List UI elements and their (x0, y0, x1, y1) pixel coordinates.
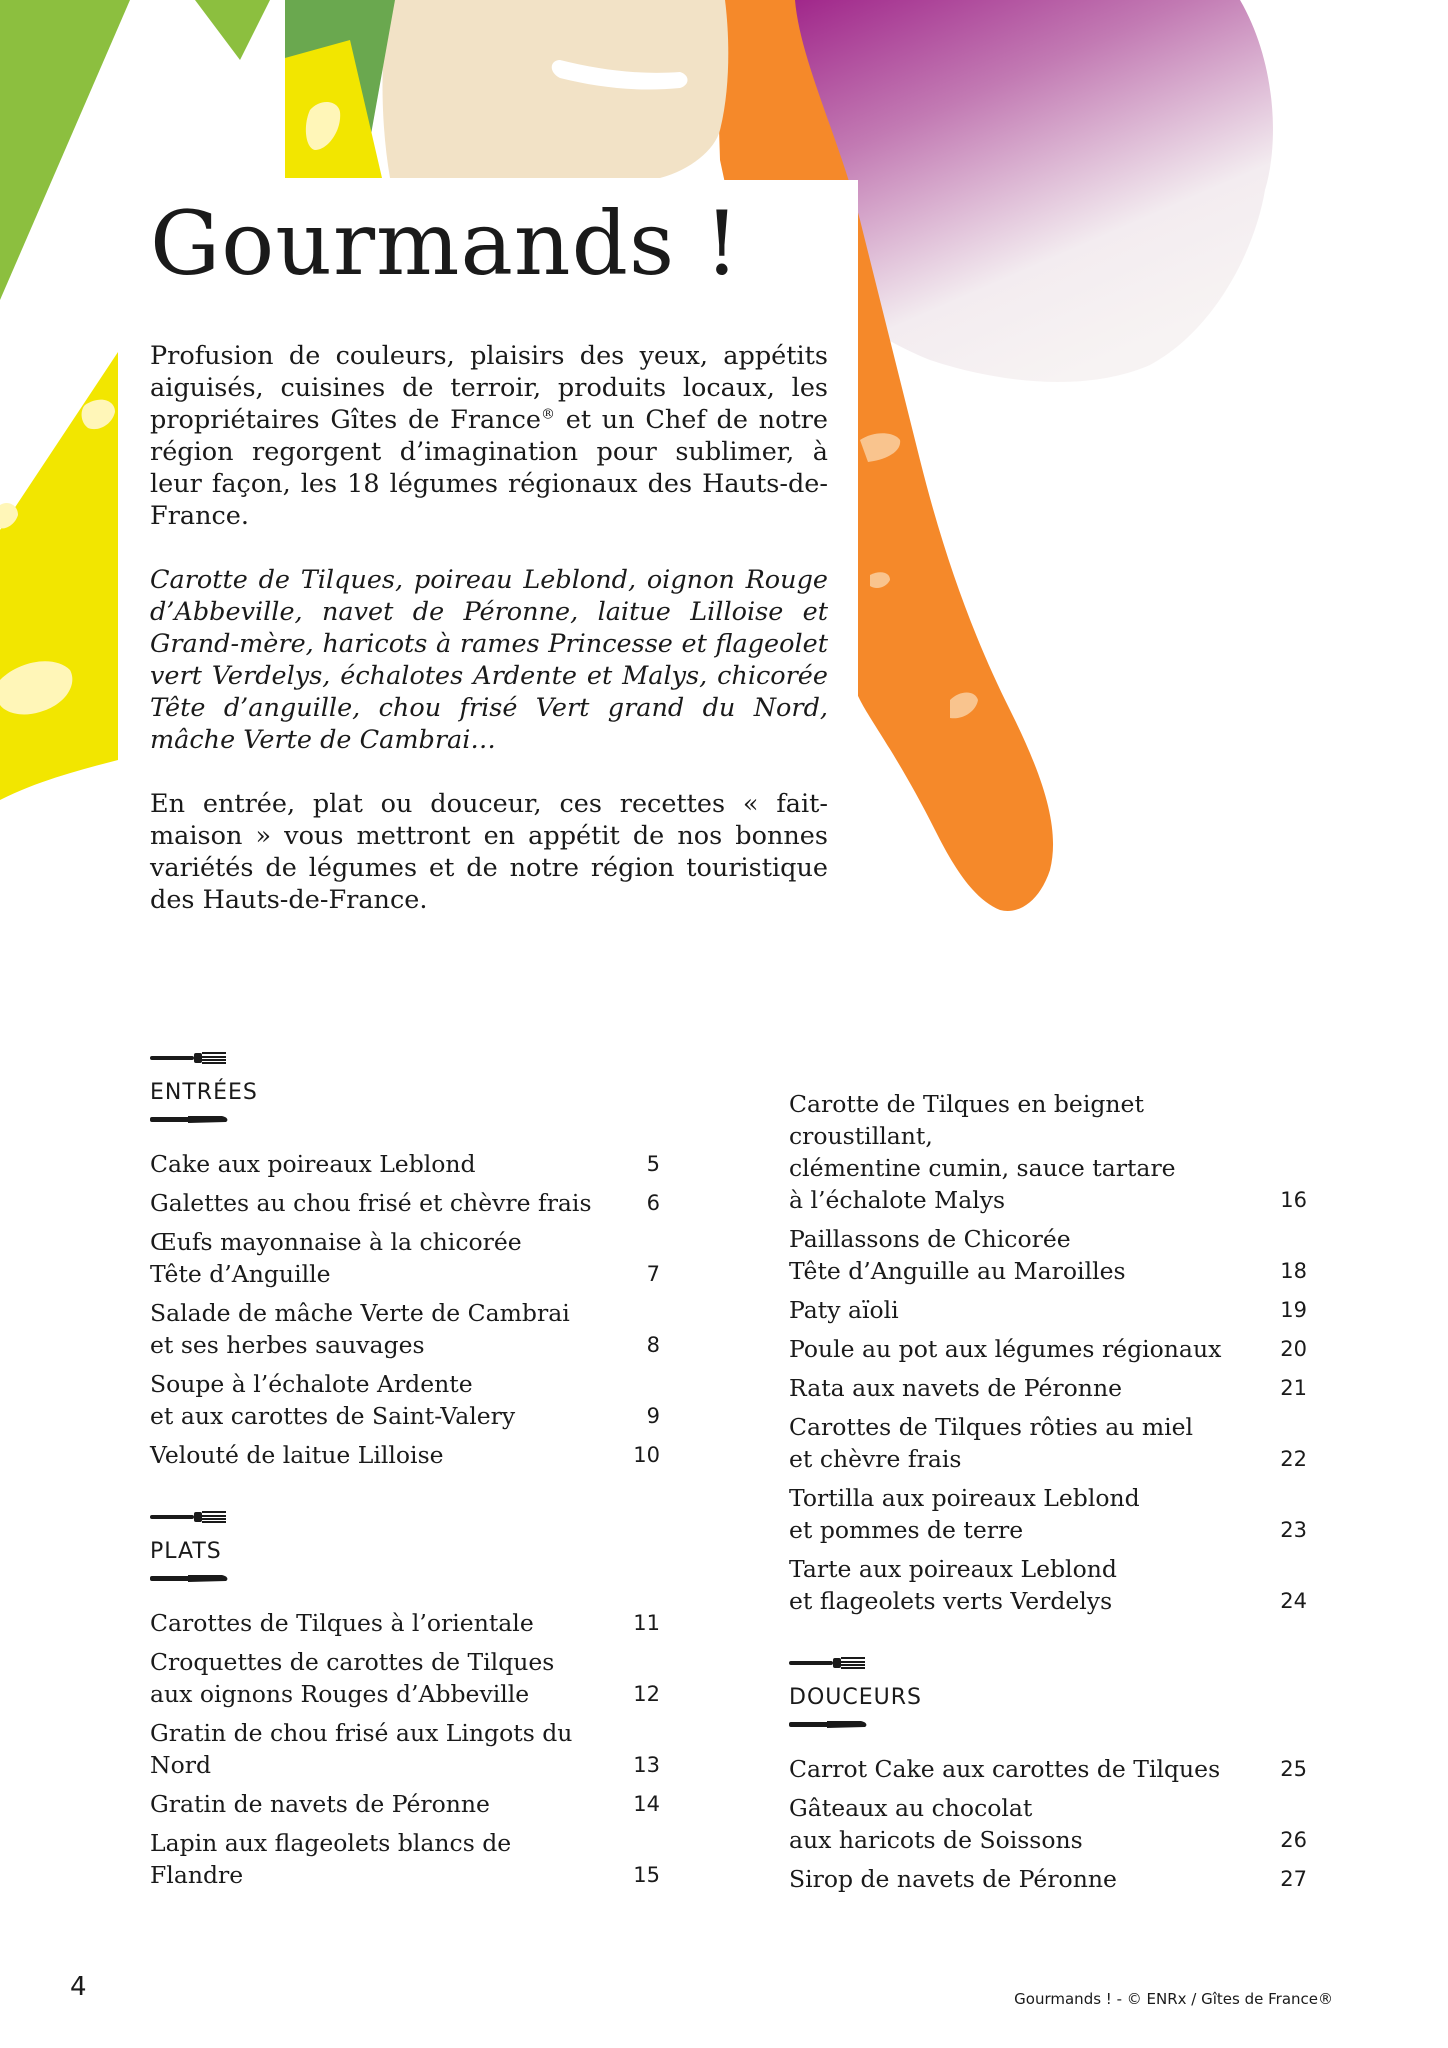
page-title: Gourmands ! (150, 192, 741, 295)
toc-entry[interactable] (150, 1827, 660, 1891)
toc-entry-title: Œufs mayonnaise à la chicorée Tête d’Anguille (150, 1228, 522, 1288)
section-entrees (150, 1050, 670, 1471)
toc-entry-title: Salade de mâche Verte de Cambrai et ses herbes sauvages (150, 1299, 570, 1359)
page-number: 4 (70, 1972, 87, 2002)
toc-entry[interactable] (150, 1607, 660, 1639)
intro-paragraph-2: Carotte de Tilques, poireau Leblond, oignon Rouge d’Abbeville, navet de Péronne, laitue Lilloise et Grand-mère, haricots à rames Princesse et flageolet vert Verdelys, échalotes Ardente et Malys, chicorée Tête d’anguille, chou frisé Vert grand du Nord, mâche Verte de Cambrai… (150, 565, 828, 755)
footer-credit: Gourmands ! - © ENRx / Gîtes de France® (1014, 1990, 1333, 2008)
toc-entry-page: 19 (1280, 1298, 1307, 1322)
toc-left-column (150, 1050, 670, 1929)
toc-entry-page: 20 (1280, 1337, 1307, 1361)
toc-entry-page: 12 (633, 1682, 660, 1706)
toc-entry-page: 22 (1280, 1447, 1307, 1471)
toc-entry-page: 10 (633, 1443, 660, 1467)
toc-entry[interactable] (789, 1088, 1307, 1216)
toc-entry[interactable] (150, 1717, 660, 1781)
toc-entry-page: 23 (1280, 1518, 1307, 1542)
toc-entry-title: Rata aux navets de Péronne (789, 1374, 1122, 1402)
toc-entry-page: 15 (633, 1863, 660, 1887)
toc-entry[interactable] (789, 1411, 1307, 1475)
toc-entry[interactable] (789, 1294, 1307, 1326)
toc-entry[interactable] (789, 1482, 1307, 1546)
toc-entry-title: Tortilla aux poireaux Leblond et pommes de terre (789, 1484, 1140, 1544)
toc-entry[interactable] (150, 1368, 660, 1432)
toc-entry-title: Croquettes de carottes de Tilques aux oignons Rouges d’Abbeville (150, 1648, 555, 1708)
toc-entry-page: 14 (633, 1792, 660, 1816)
toc-entry-page: 27 (1280, 1867, 1307, 1891)
fork-icon (150, 1050, 230, 1066)
toc-entry-page: 16 (1280, 1188, 1307, 1212)
knife-icon (150, 1114, 230, 1126)
toc-entry-page: 5 (646, 1152, 660, 1176)
toc-entry-page: 21 (1280, 1376, 1307, 1400)
toc-entry-title: Carottes de Tilques à l’orientale (150, 1609, 534, 1637)
toc-right-column (789, 1080, 1309, 1933)
toc-entry[interactable] (789, 1553, 1307, 1617)
toc-entry-title: Gâteaux au chocolat aux haricots de Soissons (789, 1794, 1083, 1854)
toc-entry[interactable] (150, 1646, 660, 1710)
toc-entry-title: Tarte aux poireaux Leblond et flageolets verts Verdelys (789, 1555, 1117, 1615)
toc-entry-page: 11 (633, 1611, 660, 1635)
section-heading: ENTRÉES (150, 1080, 258, 1105)
toc-entry[interactable] (150, 1297, 660, 1361)
toc-entry-page: 24 (1280, 1589, 1307, 1613)
intro-text (150, 340, 828, 948)
section-heading: DOUCEURS (789, 1685, 922, 1710)
toc-entry[interactable] (789, 1372, 1307, 1404)
toc-entry[interactable] (150, 1148, 660, 1180)
toc-entry-title: Carottes de Tilques rôties au miel et chèvre frais (789, 1413, 1194, 1473)
intro-paragraph-3: En entrée, plat ou douceur, ces recettes « fait-maison » vous mettront en appétit de nos bonnes variétés de légumes et de notre région touristique des Hauts-de-France. (150, 789, 828, 915)
toc-entry-title: Galettes au chou frisé et chèvre frais (150, 1189, 592, 1217)
toc-entry[interactable] (789, 1333, 1307, 1365)
knife-icon (150, 1573, 230, 1585)
section-heading: PLATS (150, 1539, 222, 1564)
green-shape (0, 0, 130, 300)
fork-icon (150, 1509, 230, 1525)
toc-entry-page: 13 (633, 1753, 660, 1777)
toc-entry-title: Carotte de Tilques en beignet croustillant, clémentine cumin, sauce tartare à l’échalote Malys (789, 1090, 1176, 1214)
knife-icon (789, 1719, 869, 1731)
toc-entry[interactable] (789, 1792, 1307, 1856)
toc-entry-page: 7 (646, 1262, 660, 1286)
fork-icon (789, 1655, 869, 1671)
section-plats (150, 1509, 670, 1891)
toc-entry[interactable] (150, 1788, 660, 1820)
toc-entry-title: Paty aïoli (789, 1296, 899, 1324)
toc-entry[interactable] (150, 1226, 660, 1290)
toc-entry-page: 9 (646, 1404, 660, 1428)
toc-entry-title: Sirop de navets de Péronne (789, 1865, 1117, 1893)
toc-entry-title: Lapin aux flageolets blancs de Flandre (150, 1829, 512, 1889)
bread-shape (383, 0, 729, 178)
toc-entry[interactable] (789, 1223, 1307, 1287)
toc-entry[interactable] (150, 1187, 660, 1219)
toc-entry-title: Cake aux poireaux Leblond (150, 1150, 476, 1178)
toc-entry-title: Soupe à l’échalote Ardente et aux carottes de Saint-Valery (150, 1370, 516, 1430)
toc-entry[interactable] (789, 1863, 1307, 1895)
toc-entry-title: Gratin de navets de Péronne (150, 1790, 490, 1818)
toc-entry-title: Poule au pot aux légumes régionaux (789, 1335, 1222, 1363)
toc-entry-title: Paillassons de Chicorée Tête d’Anguille au Maroilles (789, 1225, 1126, 1285)
section-plats-continued (789, 1088, 1309, 1617)
toc-entry-page: 26 (1280, 1828, 1307, 1852)
toc-entry-title: Gratin de chou frisé aux Lingots du Nord (150, 1719, 573, 1779)
intro-paragraph-1: Profusion de couleurs, plaisirs des yeux, appétits aiguisés, cuisines de terroir, produits locaux, les propriétaires Gîtes de France® et un Chef de notre région regorgent d’imagination pour sublimer, à leur façon, les 18 légumes régionaux des Hauts-de-France. (150, 341, 828, 531)
toc-entry-page: 8 (646, 1333, 660, 1357)
toc-entry-page: 18 (1280, 1259, 1307, 1283)
section-douceurs (789, 1655, 1309, 1895)
toc-entry-page: 6 (646, 1191, 660, 1215)
toc-entry[interactable] (150, 1439, 660, 1471)
toc-entry-title: Velouté de laitue Lilloise (150, 1441, 444, 1469)
toc-entry-page: 25 (1280, 1757, 1307, 1781)
toc-entry-title: Carrot Cake aux carottes de Tilques (789, 1755, 1221, 1783)
toc-entry[interactable] (789, 1753, 1307, 1785)
